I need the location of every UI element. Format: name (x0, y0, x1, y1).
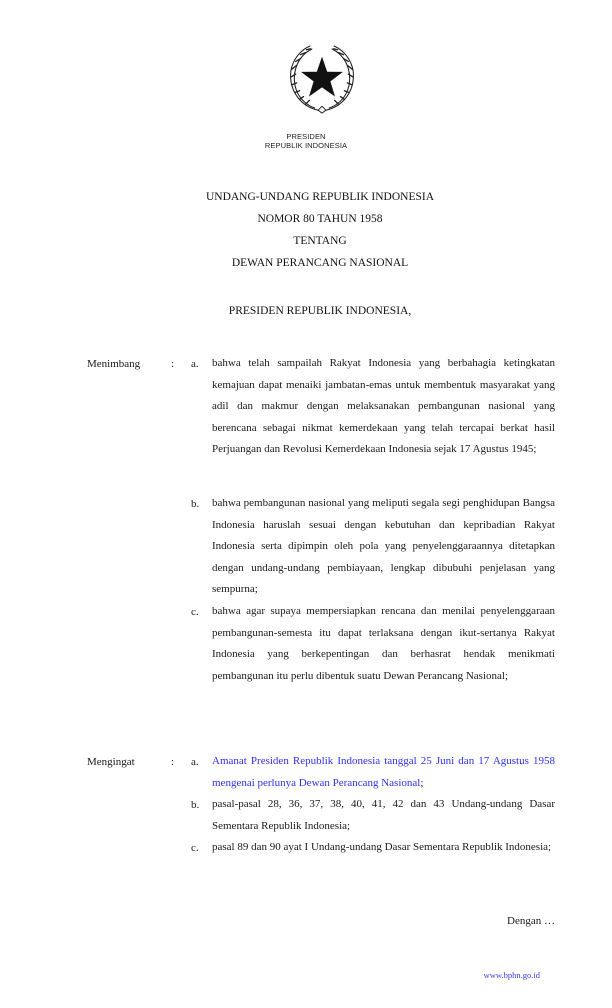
law-tentang: TENTANG (293, 235, 347, 247)
mengingat-item-a (212, 751, 555, 794)
emblem-caption-presiden: PRESIDEN (286, 132, 326, 141)
item-marker: c. (191, 842, 199, 854)
item-marker: b. (191, 799, 200, 811)
item-marker: a. (191, 358, 199, 370)
law-number: NOMOR 80 TAHUN 1958 (257, 213, 383, 225)
item-marker: b. (191, 498, 200, 510)
menimbang-item-b: bahwa pembangunan nasional yang meliputi segala segi penghidupan Bangsa Indonesia haruslah sesuai dengan kebutuhan dan kepribadian Rakyat Indonesia serta dipimpin oleh pola yang penyelenggaraannya ditetapkan dengan undang-undang pembiayaan, lengkap dibubuhi penjelasan yang sempurna; (212, 497, 555, 596)
menimbang-item-a: bahwa telah sampailah Rakyat Indonesia yang berbahagia ketingkatan kemajuan dapat menaiki jambatan-emas untuk membentuk masyarakat yang adil dan makmur dengan melaksanakan pembangunan nasional yang berencana sebagai nikmat kemerdekaan yang telah tercapai berkat hasil Perjuangan dan Revolusi Kemerdekaan Indonesia sejak 17 Agustus 1945; (212, 357, 555, 456)
mengingat-item-b: pasal-pasal 28, 36, 37, 38, 40, 41, 42 dan 43 Undang-undang Dasar Sementara Republik Indonesia; (212, 798, 555, 832)
law-title: UNDANG-UNDANG REPUBLIK INDONESIA (205, 191, 435, 203)
mengingat-item-c: pasal 89 dan 90 ayat I Undang-undang Dasar Sementara Republik Indonesia; (212, 841, 552, 853)
menimbang-item-c: bahwa agar supaya mempersiapkan rencana dan menilai penyelenggaraan pembangunan-semesta itu dapat terlaksana dengan ikut-sertanya Rakyat Indonesia yang berkepentingan dan berhasrat hendak menikmati pembangunan itu perlu dibentuk suatu Dewan Perancang Nasional; (212, 605, 555, 682)
emblem-caption-republik: REPUBLIK INDONESIA (264, 141, 348, 150)
item-marker: c. (191, 606, 199, 618)
section-colon: : (171, 358, 175, 370)
opening-line: PRESIDEN REPUBLIK INDONESIA, (228, 305, 412, 317)
continuation-text: Dengan … (507, 915, 555, 927)
item-suffix: ; (420, 776, 424, 789)
footer-website-link[interactable]: www.bphn.go.id (483, 970, 540, 980)
section-colon: : (171, 756, 175, 768)
law-subject: DEWAN PERANCANG NASIONAL (231, 257, 409, 269)
section-label-menimbang: Menimbang (87, 358, 141, 370)
presidential-emblem-icon (283, 40, 361, 118)
section-label-mengingat: Mengingat (87, 756, 135, 768)
item-marker: a. (191, 756, 199, 768)
amanat-presiden-link[interactable]: Amanat Presiden Republik Indonesia tanggal 25 Juni dan 17 Agustus 1958 mengenai perlunya Dewan Perancang Nasional (212, 755, 555, 789)
